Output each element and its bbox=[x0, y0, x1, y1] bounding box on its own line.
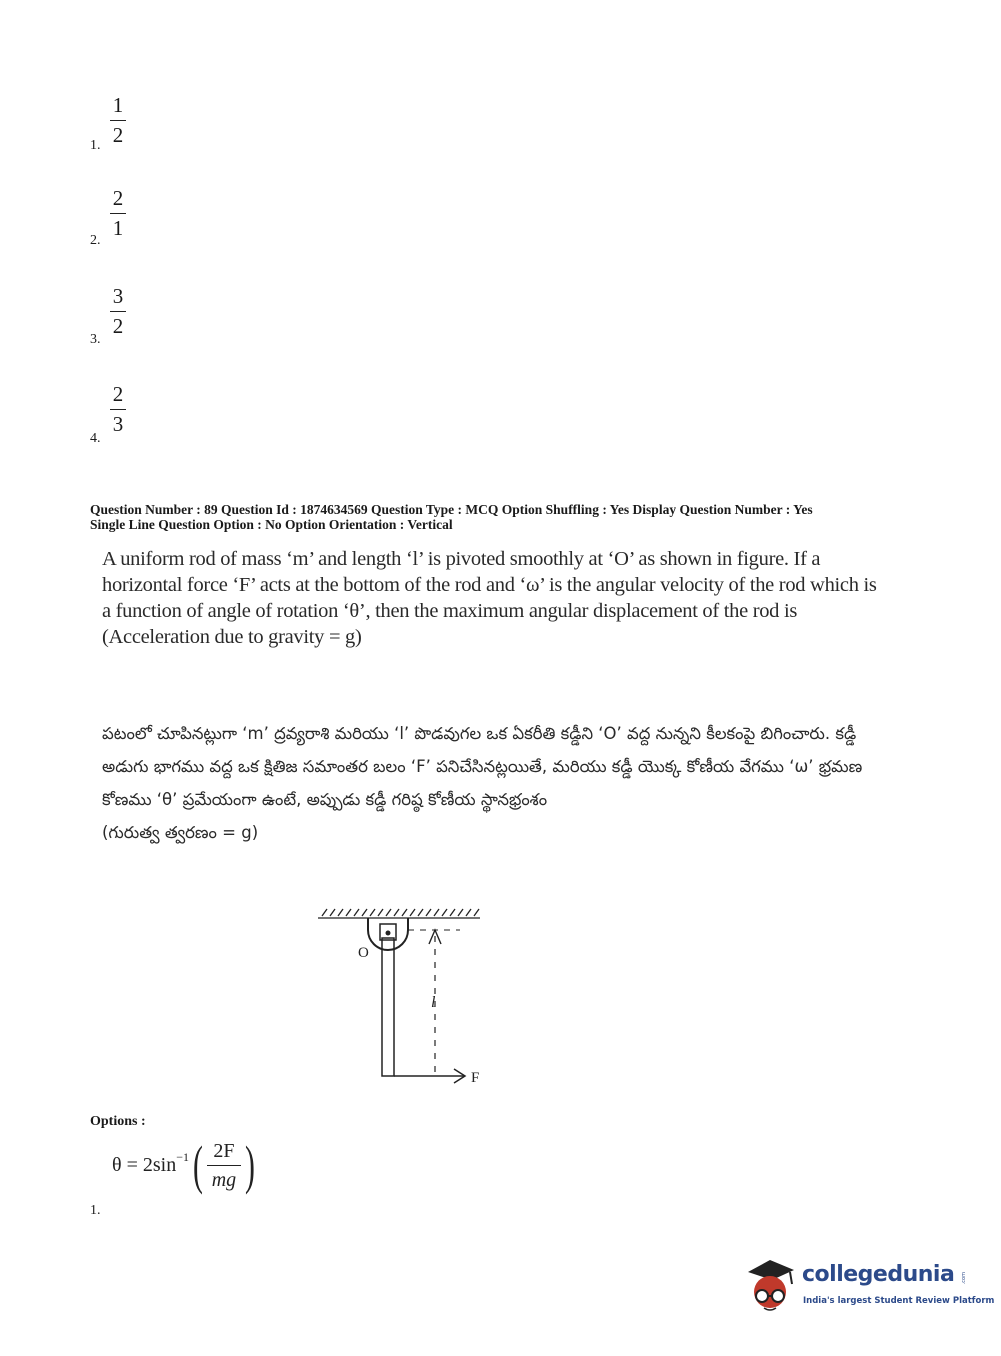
fraction-bar bbox=[207, 1165, 241, 1166]
prev-option-3-number: 3. bbox=[90, 332, 101, 347]
prev-option-1-fraction bbox=[110, 95, 126, 146]
question-meta-line-1: Question Number : 89 Question Id : 1874634569 Question Type : MCQ Option Shuffling : Yes Display Question Number : Yes bbox=[90, 502, 813, 517]
question-telugu-note: (గురుత్వ త్వరణం = g) bbox=[102, 823, 259, 842]
right-paren: ) bbox=[245, 1135, 255, 1195]
brand-tagline: India's largest Student Review Platform bbox=[803, 1296, 995, 1306]
formula-fraction bbox=[207, 1141, 241, 1190]
denominator: 2 bbox=[112, 314, 124, 338]
option-1-formula bbox=[112, 1135, 259, 1195]
numerator: 1 bbox=[112, 93, 124, 117]
collegedunia-logo bbox=[742, 1250, 995, 1320]
rod-figure bbox=[300, 900, 500, 1095]
fraction-bar bbox=[110, 120, 126, 121]
force-label: F bbox=[471, 1070, 480, 1086]
formula-lhs: θ = 2sin bbox=[112, 1153, 177, 1176]
left-paren: ( bbox=[193, 1135, 203, 1195]
pivot-point bbox=[386, 931, 391, 936]
fraction-bar bbox=[110, 409, 126, 410]
options-label: Options : bbox=[90, 1114, 146, 1129]
denominator: 2 bbox=[112, 123, 124, 147]
question-english bbox=[102, 546, 877, 650]
question-meta-line-2: Single Line Question Option : No Option Orientation : Vertical bbox=[90, 517, 453, 532]
numerator: 2 bbox=[112, 186, 124, 210]
prev-option-4-number: 4. bbox=[90, 431, 101, 446]
brand-name: collegedunia bbox=[802, 1262, 955, 1287]
mascot-icon bbox=[742, 1250, 802, 1320]
formula-numerator: 2F bbox=[213, 1139, 235, 1162]
denominator: 1 bbox=[112, 216, 124, 240]
question-telugu-text: పటంలో చూపినట్లుగా ‘m’ ద్రవ్యరాశి మరియు ‘l’ పొడవుగల ఒక ఏకరీతి కడ్డీని ‘O’ వద్ద నున్నని కీలకంపై బిగించారు. కడ్డీ అడుగు భాగము వద్ద ఒక క్షితిజ సమాంతర బలం ‘F’ పనిచేసినట్లయితే, మరియు కడ్డీ యొక్క కోణీయ వేగము ‘ω’ భ్రమణ కోణము ‘θ’ ప్రమేయంగా ఉంటే, అప్పుడు కడ్డీ గరిష్ఠ కోణీయ స్థానభ్రంశం bbox=[102, 724, 863, 809]
ceiling-hatch bbox=[318, 909, 480, 918]
denominator: 3 bbox=[112, 412, 124, 436]
pivot-label: O bbox=[358, 945, 369, 961]
uniform-rod bbox=[382, 938, 394, 1076]
question-telugu bbox=[102, 717, 877, 849]
length-label: l bbox=[431, 994, 436, 1011]
fraction-bar bbox=[110, 311, 126, 312]
option-1-number: 1. bbox=[90, 1203, 101, 1218]
fraction-bar bbox=[110, 213, 126, 214]
prev-option-4-fraction bbox=[110, 384, 126, 435]
prev-option-3-fraction bbox=[110, 286, 126, 337]
brand-suffix: .com bbox=[961, 1272, 967, 1285]
formula-denominator: mg bbox=[211, 1168, 237, 1191]
question-english-note: (Acceleration due to gravity = g) bbox=[102, 626, 362, 648]
prev-option-1-number: 1. bbox=[90, 138, 101, 153]
numerator: 3 bbox=[112, 284, 124, 308]
numerator: 2 bbox=[112, 382, 124, 406]
prev-option-2-number: 2. bbox=[90, 233, 101, 248]
prev-option-2-fraction bbox=[110, 188, 126, 239]
question-english-text: A uniform rod of mass ‘m’ and length ‘l’ is pivoted smoothly at ‘O’ as shown in figure. If a horizontal force ‘F’ acts at the bottom of the rod and ‘ω’ is the angular velocity of the rod which is a function of angle of rotation ‘θ’, then the maximum angular displacement of the rod is bbox=[102, 548, 877, 622]
formula-superscript: −1 bbox=[176, 1149, 189, 1164]
